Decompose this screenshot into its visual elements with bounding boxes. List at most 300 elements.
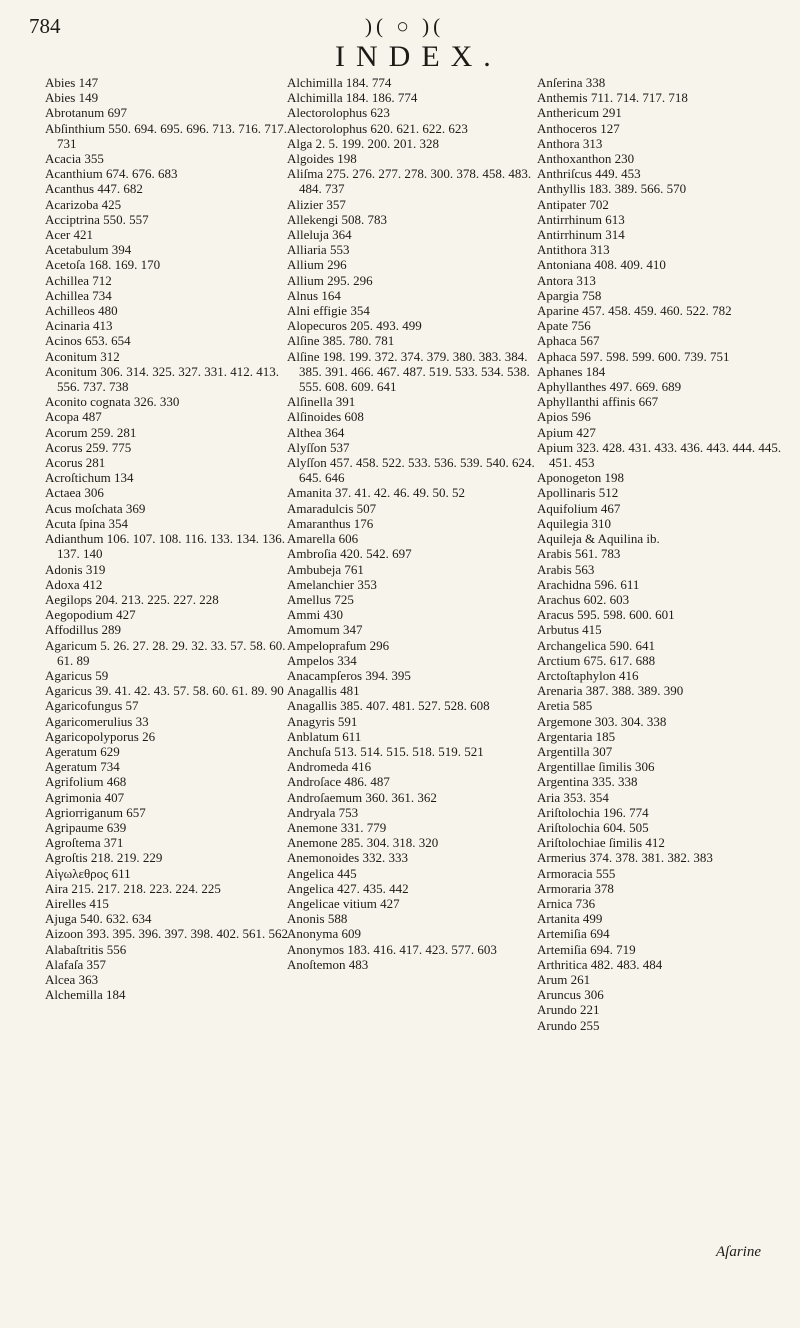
index-page-refs: 588	[327, 911, 348, 927]
index-entry	[287, 698, 537, 713]
index-headword: Andryala	[287, 804, 336, 820]
index-entry	[287, 501, 537, 516]
index-headword: Aquifolium	[537, 500, 598, 516]
index-entry	[287, 318, 537, 333]
index-entry	[287, 942, 537, 957]
index-page-refs: 416	[351, 759, 372, 775]
index-page-refs: 394	[111, 242, 132, 258]
index-page-refs: 553	[329, 242, 350, 258]
index-headword: Anoſtemon	[287, 956, 346, 972]
index-headword: Acinos	[45, 333, 82, 349]
index-page-refs: 734	[92, 287, 112, 303]
index-headword: Androſace	[287, 774, 342, 790]
index-entry	[45, 698, 295, 713]
index-headword: Aegilops	[45, 591, 92, 607]
index-page-refs: 313	[576, 272, 596, 288]
index-headword: Aconitum	[45, 348, 97, 364]
index-page-refs: 184	[585, 363, 606, 379]
index-entry	[45, 729, 295, 744]
index-entry	[45, 866, 295, 881]
index-headword: Andromeda	[287, 759, 349, 775]
index-headword: Acorus	[45, 455, 83, 471]
index-page-refs: 255	[579, 1017, 600, 1033]
index-page-refs: 218. 219. 229	[90, 850, 163, 866]
index-headword: Ageratum	[45, 759, 97, 775]
index-headword: Alſine	[287, 333, 320, 349]
index-headword: Anonymos	[287, 941, 345, 957]
index-headword: Alchimilla	[287, 75, 343, 90]
index-entry	[287, 273, 537, 288]
index-headword: Ambubeja	[287, 561, 342, 577]
index-entry	[537, 957, 787, 972]
index-entry	[45, 774, 295, 789]
index-page-refs: 512	[598, 485, 619, 501]
index-headword: Agroſtema	[45, 835, 101, 851]
index-headword: Alectorolophus	[287, 105, 368, 121]
index-page-refs: 550. 557	[103, 211, 149, 227]
index-entry	[537, 744, 787, 759]
index-headword: Abies	[45, 90, 76, 106]
index-entry	[537, 896, 787, 911]
index-entry	[537, 409, 787, 424]
index-page-refs: 480	[98, 303, 118, 319]
index-page-refs: 427	[380, 895, 400, 911]
index-page-refs: 657	[126, 804, 146, 820]
index-page-refs: 198. 199. 372. 374. 379. 380. 383. 384. 385. 391. 466. 467. 487. 519. 533. 534. 538. 555. 608. 609. 641	[299, 348, 530, 395]
index-page-refs: 168. 169. 170	[88, 257, 161, 273]
index-entry	[287, 151, 537, 166]
index-page-refs: 590. 641	[609, 637, 656, 653]
index-headword: Acinaria	[45, 318, 90, 334]
index-page-refs: 184. 774	[345, 75, 392, 90]
index-headword: Abrotanum	[45, 105, 105, 121]
index-entry	[45, 242, 295, 257]
index-headword: Artanita	[537, 911, 580, 927]
index-headword: Antithora	[537, 242, 587, 258]
index-entry	[287, 90, 537, 105]
index-entry	[537, 151, 787, 166]
index-entry	[45, 820, 295, 835]
index-page-refs: 281	[85, 455, 106, 471]
index-headword: Adoxa	[45, 576, 80, 592]
index-headword: Acarizoba	[45, 196, 99, 212]
index-headword: Aria	[537, 789, 561, 805]
index-entry	[287, 790, 537, 805]
index-page-refs: 596. 611	[594, 576, 640, 592]
index-entry	[537, 288, 787, 303]
index-page-refs: 312	[100, 348, 120, 364]
index-headword: Anagyris	[287, 713, 335, 729]
catchword: Aſarine	[716, 1244, 761, 1260]
index-headword: Antirrhinum	[537, 227, 602, 243]
index-entry	[537, 470, 787, 485]
index-page-refs: 215. 217. 218. 223. 224. 225	[71, 880, 221, 896]
index-headword: Ariſtolochia	[537, 819, 600, 835]
index-entry	[45, 181, 295, 196]
index-headword: Anthora	[537, 135, 580, 151]
index-headword: Aphanes	[537, 363, 583, 379]
index-page-refs: 694	[590, 926, 610, 942]
index-headword: Apios	[537, 409, 569, 425]
index-page-refs: 674. 676. 683	[106, 166, 178, 182]
index-headword: Apium	[537, 439, 574, 455]
index-page-refs: 430	[323, 607, 343, 623]
index-page-refs: 2. 5. 199. 200. 201. 328	[315, 135, 440, 151]
index-page-refs: 606	[338, 531, 359, 547]
index-headword: Alectorolophus	[287, 120, 368, 136]
index-headword: Anthemis	[537, 90, 588, 106]
index-headword: Argentaria	[537, 728, 593, 744]
index-headword: Aquilegia	[537, 515, 589, 531]
index-page-refs: 374. 378. 381. 382. 383	[589, 850, 713, 866]
index-page-refs: 39. 41. 42. 43. 57. 58. 60. 61. 89. 90	[95, 683, 284, 699]
index-entry	[45, 805, 295, 820]
index-headword: Armoraria	[537, 880, 592, 896]
index-page-refs: 391	[335, 394, 356, 410]
index-page-refs: 357	[86, 956, 107, 972]
index-page-refs: 561. 783	[574, 546, 621, 562]
index-page-refs: 425	[101, 196, 122, 212]
index-page-refs: 205. 493. 499	[350, 318, 422, 334]
index-page-refs: 332. 333	[362, 850, 408, 866]
index-page-refs: 595. 598. 600. 601	[577, 607, 675, 623]
index-headword: Acetoſa	[45, 257, 86, 273]
index-entry	[45, 926, 295, 941]
index-page-refs: 183. 389. 566. 570	[588, 181, 687, 197]
index-entry	[287, 668, 537, 683]
index-page-refs: 482. 483. 484	[590, 956, 663, 972]
index-entry	[287, 622, 537, 637]
index-entry	[45, 592, 295, 607]
index-entry	[537, 759, 787, 774]
index-page-refs: 184. 186. 774	[345, 90, 418, 106]
index-entry	[45, 759, 295, 774]
index-headword: Amarella	[287, 531, 336, 547]
index-entry	[287, 227, 537, 242]
index-page-refs: 306	[584, 987, 604, 1003]
index-page-refs: 335. 338	[592, 774, 638, 790]
index-headword: Alliaria	[287, 242, 327, 258]
index-headword: Aphaca	[537, 333, 577, 349]
index-headword: Arabis	[537, 561, 572, 577]
index-headword: Alafaſa	[45, 956, 84, 972]
index-headword: Anonyma	[287, 926, 339, 942]
index-page-refs: 354	[350, 303, 370, 319]
index-page-refs: 323. 428. 431. 433. 436. 443. 444. 445. 451. 453	[549, 439, 782, 471]
index-page-refs: 26	[142, 728, 156, 744]
index-page-refs: 289	[101, 622, 121, 638]
index-page-refs: 331. 779	[340, 819, 387, 835]
index-page-refs: 697	[107, 105, 127, 121]
index-page-refs: 259. 281	[90, 424, 137, 440]
index-page-refs: 421	[73, 227, 94, 243]
index-page-refs: 198	[604, 470, 625, 486]
index-headword: Alizier	[287, 196, 324, 212]
index-headword: Amaradulcis	[287, 500, 354, 516]
index-page-refs: 653. 654	[85, 333, 131, 349]
index-headword: Aizoon	[45, 926, 84, 942]
index-entry	[287, 531, 537, 546]
index-page-refs: 385. 780. 781	[322, 333, 395, 349]
index-entry	[45, 835, 295, 850]
index-page-refs: 420. 542. 697	[340, 546, 412, 562]
index-headword: Agaricus	[45, 667, 92, 683]
index-page-refs: 412	[82, 576, 103, 592]
index-page-refs: 694. 719	[590, 941, 636, 957]
index-headword: Allekengi	[287, 211, 339, 227]
index-entry	[45, 911, 295, 926]
index-headword: Achillea	[45, 287, 90, 303]
index-entry	[45, 227, 295, 242]
index-entry	[45, 151, 295, 166]
index-page-refs: 106. 107. 108. 116. 133. 134. 136. 137. 140	[57, 531, 286, 562]
index-headword: Ambroſia	[287, 546, 337, 562]
index-page-refs: 310	[591, 515, 612, 531]
index-headword: Agripaume	[45, 819, 104, 835]
index-page-refs: 334	[337, 652, 357, 668]
index-headword: Anthriſcus	[537, 166, 592, 182]
index-entry	[45, 577, 295, 592]
index-headword: Artemiſia	[537, 941, 587, 957]
index-headword: Achillea	[45, 272, 90, 288]
index-entry	[287, 729, 537, 744]
index-headword: Acetabulum	[45, 242, 109, 258]
index-headword: Affodillus	[45, 622, 99, 638]
index-headword: Acus moſchata	[45, 500, 123, 516]
index-headword: Acanthus	[45, 181, 95, 197]
index-entry	[45, 607, 295, 622]
index-headword: Ampelos	[287, 652, 334, 668]
index-headword: Anthoxanthon	[537, 151, 612, 167]
index-headword: Aphaca	[537, 348, 577, 364]
index-page-refs: 507	[356, 500, 377, 516]
index-entry	[537, 181, 787, 196]
index-headword: Androſaemum	[287, 789, 363, 805]
index-entry	[287, 683, 537, 698]
index-headword: Acuta ſpina	[45, 515, 106, 531]
index-page-refs: 347	[342, 622, 363, 638]
index-headword: Agaricus	[45, 683, 92, 699]
index-page-refs: 537	[329, 439, 350, 455]
index-page-refs: 291	[602, 105, 622, 121]
index-page-refs: 481	[340, 683, 360, 699]
index-headword: Anagallis	[287, 698, 337, 714]
index-entry	[287, 653, 537, 668]
index-page-refs: 540. 632. 634	[80, 911, 152, 927]
index-page-refs: 57	[125, 698, 139, 714]
index-headword: Alleluja	[287, 227, 329, 243]
index-entry	[45, 121, 295, 151]
index-entry	[287, 136, 537, 151]
index-entry	[537, 136, 787, 151]
index-headword: Arabis	[537, 546, 572, 562]
index-headword: Amomum	[287, 622, 340, 638]
index-page-refs: 415	[582, 622, 602, 638]
index-page-refs: 354	[108, 515, 129, 531]
index-entry	[45, 303, 295, 318]
index-page-refs: 127	[600, 120, 620, 136]
index-headword: Aphyllanthi affinis	[537, 394, 636, 410]
index-page-refs: 468	[106, 774, 127, 790]
index-entry	[537, 790, 787, 805]
index-headword: Antirrhinum	[537, 211, 602, 227]
index-page-refs: 613	[605, 211, 625, 227]
index-page-refs: 313	[582, 135, 603, 151]
index-entry	[537, 227, 787, 242]
index-page-refs: 364	[332, 227, 352, 243]
index-entry	[537, 911, 787, 926]
index-entry	[45, 516, 295, 531]
index-page-refs: 467	[600, 500, 621, 516]
index-headword: Agaricomerulius	[45, 713, 133, 729]
index-entry	[45, 790, 295, 805]
index-page-refs: 427	[576, 424, 596, 440]
index-headword: Aegopodium	[45, 607, 113, 623]
index-page-refs: 357	[326, 196, 346, 212]
index-entry	[287, 212, 537, 227]
index-page-refs: 449. 453	[595, 166, 641, 182]
index-entry	[537, 653, 787, 668]
index-headword: Argentilla	[537, 743, 590, 759]
index-page-refs: 147	[78, 75, 99, 90]
index-headword: Anemone	[287, 835, 338, 851]
index-entry	[45, 850, 295, 865]
index-entry	[537, 942, 787, 957]
index-headword: Actaea	[45, 485, 82, 501]
index-page-refs: 5. 26. 27. 28. 29. 32. 33. 57. 58. 60. 61. 89	[57, 637, 286, 668]
index-page-refs: 608	[344, 409, 364, 425]
index-page-refs: 604. 505	[603, 819, 649, 835]
index-headword: Acanthium	[45, 166, 103, 182]
index-entry	[287, 592, 537, 607]
index-headword: Allium	[287, 257, 324, 273]
index-entry	[45, 942, 295, 957]
index-page-refs: 360. 361. 362	[365, 789, 437, 805]
index-entry	[537, 972, 787, 987]
index-entry	[537, 516, 787, 531]
index-column-3	[537, 75, 787, 1033]
index-entry	[45, 318, 295, 333]
index-entry	[537, 698, 787, 713]
index-page-refs: 611	[111, 865, 131, 881]
index-headword: Arbutus	[537, 622, 579, 638]
index-headword: Agaricopolyporus	[45, 728, 139, 744]
index-entry	[537, 562, 787, 577]
index-headword: Arctoſtaphylon	[537, 667, 616, 683]
index-headword: Armerius	[537, 850, 587, 866]
index-headword: Alnus	[287, 287, 319, 303]
index-entry	[537, 394, 787, 409]
index-headword: Abſinthium	[45, 120, 105, 136]
index-entry	[287, 516, 537, 531]
index-entry	[537, 318, 787, 333]
index-entry	[537, 273, 787, 288]
index-page-refs: 667	[638, 394, 659, 410]
index-page-refs: 486. 487	[344, 774, 390, 790]
index-page-refs: 457. 458. 522. 533. 536. 539. 540. 624. 645. 646	[299, 455, 535, 486]
index-entry	[537, 622, 787, 637]
index-page-refs: 296	[327, 257, 347, 273]
index-headword: Angelica	[287, 865, 334, 881]
index-entry	[537, 820, 787, 835]
index-entry	[287, 166, 537, 196]
index-entry	[45, 714, 295, 729]
index-headword: Aparine	[537, 303, 579, 319]
index-page-refs: 407	[104, 789, 125, 805]
index-page-refs: 416	[618, 667, 639, 683]
index-headword: Acciptrina	[45, 211, 100, 227]
index-page-refs: 736	[575, 895, 596, 911]
index-entry	[45, 394, 295, 409]
index-column-2	[287, 75, 537, 972]
index-page-refs: 427	[116, 607, 136, 623]
index-headword: Armoracia	[537, 865, 593, 881]
index-headword: Acorum	[45, 424, 88, 440]
index-headword: Airelles	[45, 895, 87, 911]
index-entry	[537, 881, 787, 896]
index-entry	[287, 820, 537, 835]
index-entry	[287, 638, 537, 653]
index-entry	[287, 607, 537, 622]
index-entry	[537, 850, 787, 865]
index-page-refs: 176	[353, 515, 374, 531]
index-entry	[45, 485, 295, 500]
index-page-refs: 596	[571, 409, 591, 425]
index-entry	[287, 805, 537, 820]
index-entry	[287, 957, 537, 972]
index-entry	[537, 577, 787, 592]
index-entry	[45, 90, 295, 105]
index-page-refs: 307	[592, 743, 613, 759]
index-entry	[45, 105, 295, 120]
index-page-refs: 319	[85, 561, 106, 577]
index-entry	[45, 501, 295, 516]
index-headword: Anemonoides	[287, 850, 360, 866]
index-entry	[45, 333, 295, 348]
index-page-refs: 363	[78, 971, 99, 987]
index-page-refs: 555	[595, 865, 616, 881]
index-entry	[287, 288, 537, 303]
index-headword: Agaricofungus	[45, 698, 123, 714]
index-page-refs: 591	[337, 713, 358, 729]
index-headword: Aruncus	[537, 987, 582, 1003]
index-page-refs: 623	[370, 105, 390, 121]
index-headword: Apium	[537, 424, 574, 440]
index-headword: Adonis	[45, 561, 83, 577]
index-headword: Acopa	[45, 409, 79, 425]
index-page-refs: 303. 304. 338	[594, 713, 667, 729]
index-entry	[537, 714, 787, 729]
index-headword: Amellus	[287, 591, 332, 607]
index-page-refs: 447. 682	[97, 181, 143, 197]
index-headword: Agrimonia	[45, 789, 102, 805]
index-entry	[537, 197, 787, 212]
index-headword: Acorus	[45, 439, 83, 455]
index-page-refs: 261	[570, 971, 591, 987]
index-entry	[537, 379, 787, 394]
index-page-refs: 394. 395	[365, 667, 411, 683]
index-page-refs: 221	[579, 1002, 600, 1018]
index-headword: Anagallis	[287, 683, 337, 699]
index-headword: Aponogeton	[537, 470, 602, 486]
index-headword: Amanita	[287, 485, 332, 501]
index-headword: Anchuſa	[287, 743, 332, 759]
index-page-refs: 413	[93, 318, 113, 334]
index-entry	[45, 166, 295, 181]
index-entry	[45, 638, 295, 668]
index-entry	[537, 668, 787, 683]
index-entry	[287, 774, 537, 789]
